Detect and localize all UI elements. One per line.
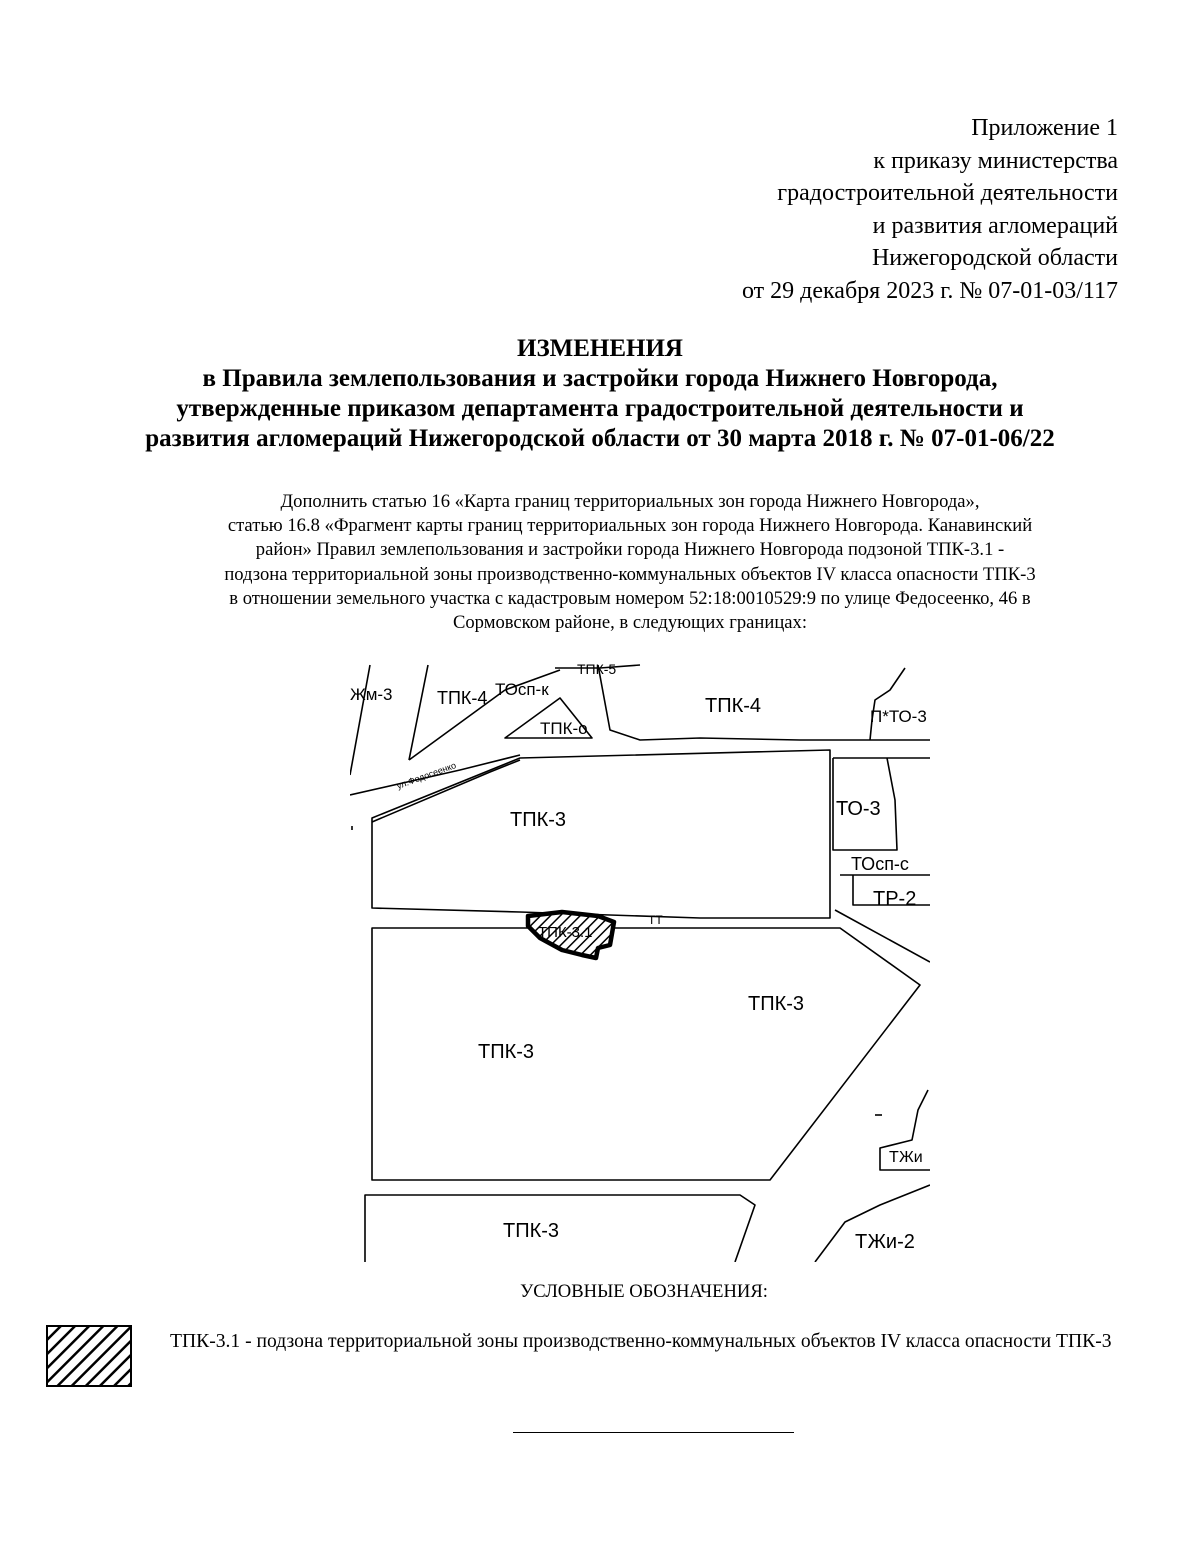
intro-line: в отношении земельного участка с кадастровым номером 52:18:0010529:9 по улице Федосеенко, 46 в — [229, 587, 1031, 609]
map-label: ТОсп-с — [851, 854, 909, 874]
zone-boundary — [598, 665, 930, 740]
map-label: ТПК-3 — [748, 993, 805, 1015]
map-label: Жм-3 — [350, 685, 393, 704]
map-label: ТПК-3 — [478, 1041, 535, 1063]
map-label: ТОсп-к — [495, 680, 549, 699]
appendix-line: Приложение 1 — [971, 115, 1118, 141]
footer-divider — [513, 1432, 794, 1433]
legend-title: УСЛОВНЫЕ ОБОЗНАЧЕНИЯ: — [520, 1281, 768, 1302]
zone-boundary — [365, 1195, 755, 1262]
map-label: ТПК-3 — [510, 809, 567, 831]
hatch-legend-swatch — [46, 1325, 132, 1387]
intro-line: статью 16.8 «Фрагмент карты границ территориальных зон города Нижнего Новгорода. Канавинский — [227, 515, 1033, 537]
title-subtitle-line: в Правила землепользования и застройки города Нижнего Новгорода, — [202, 365, 998, 392]
appendix-line: Нижегородской области — [871, 245, 1118, 271]
map-label: ТТ — [648, 913, 663, 927]
intro-line: подзона территориальной зоны производственно-коммунальных объектов IV класса опасности ТПК-3 — [224, 563, 1036, 585]
map-label: ТПК-3 — [503, 1220, 560, 1242]
appendix-line: от 29 декабря 2023 г. № 07-01-03/117 — [741, 277, 1118, 304]
appendix-line: градостроительной деятельности — [777, 180, 1118, 206]
intro-line: район» Правил землепользования и застройки города Нижнего Новгорода подзоной ТПК-3.1 - — [255, 539, 1005, 561]
intro-line: Дополнить статью 16 «Карта границ территориальных зон города Нижнего Новгорода», — [280, 491, 980, 512]
appendix-line: к приказу министерства — [873, 147, 1118, 174]
zone-boundary — [372, 928, 920, 1180]
title-subtitle-line: утвержденные приказом департамента градостроительной деятельности и — [176, 395, 1024, 422]
zone-boundary — [350, 665, 370, 775]
zone-boundary — [409, 665, 505, 760]
street-label: ул.Федосеенко — [395, 760, 458, 791]
title-heading: ИЗМЕНЕНИЯ — [517, 335, 683, 362]
map-label: П*ТО-3 — [870, 707, 927, 726]
appendix-line: и развития агломераций — [872, 212, 1118, 239]
map-label: ТПК-5 — [577, 661, 617, 677]
map-label: ТЖи-2 — [855, 1231, 915, 1253]
legend-item-text: ТПК-3.1 - подзона территориальной зоны производственно-коммунальных объектов IV класса опасности ТПК-3 — [170, 1331, 1112, 1352]
title-subtitle-line: развития агломераций Нижегородской области от 30 марта 2018 г. № 07-01-06/22 — [145, 425, 1055, 452]
zone-boundary — [870, 668, 905, 740]
intro-line: Сормовском районе, в следующих границах: — [452, 612, 808, 634]
map-label: ТПК-о — [540, 719, 588, 738]
map-label: ТПК-4 — [705, 695, 762, 717]
zone-boundary — [835, 910, 930, 962]
map-label: ТО-3 — [836, 798, 881, 820]
map-label: ТР-2 — [873, 888, 917, 910]
map-label: ТЖи — [889, 1149, 923, 1166]
map-label: ТПК-4 — [437, 688, 488, 708]
map-label: ТПК-3.1 — [538, 924, 593, 941]
